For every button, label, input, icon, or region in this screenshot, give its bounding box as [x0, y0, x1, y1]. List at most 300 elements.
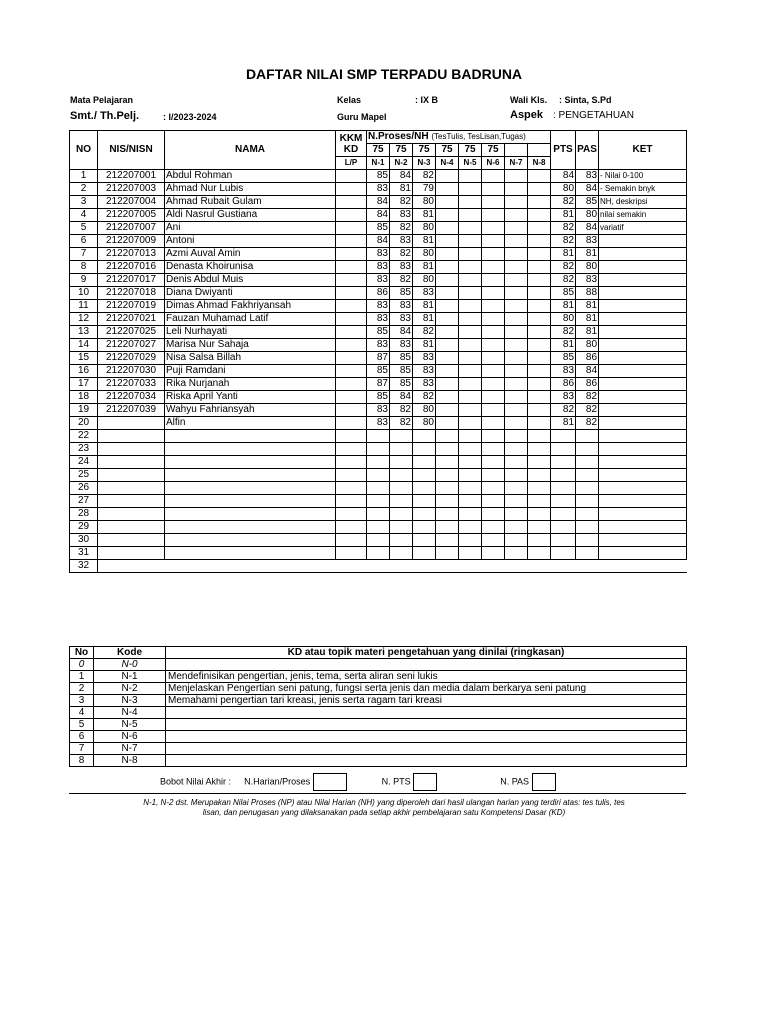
- row-nis: [98, 443, 165, 456]
- table-row: [70, 313, 687, 326]
- row-n-value: [367, 443, 390, 456]
- table-row: [70, 287, 687, 300]
- row-nama: Rika Nurjanah: [165, 378, 336, 391]
- row-lp: [336, 534, 367, 547]
- row-n-value: 85: [390, 352, 413, 365]
- row-n-value: [482, 300, 505, 313]
- row-n-value: [459, 534, 482, 547]
- row-pts: 81: [551, 209, 576, 222]
- kd-row-kode: N-0: [94, 659, 166, 671]
- row-lp: [336, 248, 367, 261]
- kd-row-kode: N-1: [94, 671, 166, 683]
- footnote-divider: [69, 793, 686, 794]
- row-n-value: [436, 365, 459, 378]
- row-pts: 82: [551, 235, 576, 248]
- row-n-value: [367, 469, 390, 482]
- row-n-value: [436, 469, 459, 482]
- row-n-value: [436, 326, 459, 339]
- row-n-value: [505, 235, 528, 248]
- row-n-value: [482, 430, 505, 443]
- kd-row: [70, 671, 687, 683]
- row-ket: [599, 404, 687, 417]
- n-col-header: N-3: [413, 157, 436, 170]
- table-row: [70, 300, 687, 313]
- row-n-value: [436, 378, 459, 391]
- table-row: [70, 274, 687, 287]
- kd-row-kode: N-7: [94, 743, 166, 755]
- row-lp: [336, 495, 367, 508]
- row-pas: 82: [576, 391, 599, 404]
- row-n-value: 83: [413, 352, 436, 365]
- row-n-value: 81: [413, 261, 436, 274]
- col-no-header: NO: [70, 131, 98, 170]
- row-pts: [551, 443, 576, 456]
- row-n-value: [436, 235, 459, 248]
- grades-table: [69, 130, 687, 573]
- smt-value: : I/2023-2024: [163, 112, 217, 122]
- kd-row: [70, 731, 687, 743]
- row-no: 19: [70, 404, 98, 417]
- row-no: 29: [70, 521, 98, 534]
- row-lp: [336, 365, 367, 378]
- row-pas: 84: [576, 365, 599, 378]
- row-nis: 212207013: [98, 248, 165, 261]
- kd-row-no: 5: [70, 719, 94, 731]
- row-n-value: [436, 534, 459, 547]
- row-n-value: [482, 495, 505, 508]
- row-nama: Dimas Ahmad Fakhriyansah: [165, 300, 336, 313]
- row-pts: [551, 456, 576, 469]
- row-n-value: [528, 222, 551, 235]
- row-n-value: [505, 443, 528, 456]
- row-n-value: [390, 456, 413, 469]
- aspek-value: : PENGETAHUAN: [553, 110, 634, 121]
- row-no: 12: [70, 313, 98, 326]
- row-nis: 212207039: [98, 404, 165, 417]
- row-n-value: 85: [367, 326, 390, 339]
- row-no: 17: [70, 378, 98, 391]
- row-lp: [336, 209, 367, 222]
- row-n-value: [367, 508, 390, 521]
- kd-row: [70, 707, 687, 719]
- row-lp: [336, 261, 367, 274]
- row-pts: 83: [551, 391, 576, 404]
- row-lp: [336, 222, 367, 235]
- row-n-value: [436, 287, 459, 300]
- table-row: [70, 196, 687, 209]
- row-n-value: [367, 521, 390, 534]
- row-n-value: 80: [413, 222, 436, 235]
- row-pas: [576, 456, 599, 469]
- row-lp: [336, 469, 367, 482]
- row-pts: [551, 508, 576, 521]
- kkm-kd-header: [336, 131, 367, 157]
- kkm-value: 75: [367, 144, 390, 157]
- row-n-value: [528, 365, 551, 378]
- row-pas: 83: [576, 274, 599, 287]
- row-n-value: [482, 365, 505, 378]
- row-n-value: [528, 430, 551, 443]
- n-col-header: N-4: [436, 157, 459, 170]
- row-n-value: [482, 339, 505, 352]
- row-pas: [576, 495, 599, 508]
- row-n-value: 82: [390, 404, 413, 417]
- row-n-value: [367, 482, 390, 495]
- row-no: 10: [70, 287, 98, 300]
- row-ket: [599, 365, 687, 378]
- kd-row-desc: [166, 755, 687, 767]
- kd-row: [70, 755, 687, 767]
- row-n-value: [436, 417, 459, 430]
- row-n-value: 85: [367, 391, 390, 404]
- bobot-pts-input[interactable]: [413, 773, 437, 791]
- row-pts: 82: [551, 404, 576, 417]
- row-n-value: [528, 326, 551, 339]
- row-ket: [599, 352, 687, 365]
- row-n-value: [528, 170, 551, 183]
- row-lp: [336, 235, 367, 248]
- row-n-value: [459, 313, 482, 326]
- wali-value: : Sinta, S.Pd: [559, 95, 612, 105]
- row-n-value: [505, 274, 528, 287]
- proses-label: N.Proses/NH: [368, 131, 429, 142]
- col-ket-header: KET: [599, 131, 687, 170]
- bobot-pts-label: N. PTS: [381, 776, 411, 787]
- row-ket: [599, 248, 687, 261]
- row-n-value: 82: [390, 196, 413, 209]
- row-n-value: [482, 248, 505, 261]
- row-n-value: 83: [367, 261, 390, 274]
- row-n-value: [436, 222, 459, 235]
- row-n-value: [528, 313, 551, 326]
- row-n-value: [528, 495, 551, 508]
- kd-row-desc: Mendefinisikan pengertian, jenis, tema, serta aliran seni lukis: [166, 671, 687, 683]
- row-n-value: [459, 209, 482, 222]
- row-lp: [336, 196, 367, 209]
- row-lp: [336, 547, 367, 560]
- row-pas: [576, 547, 599, 560]
- row-n-value: [528, 183, 551, 196]
- row-pts: 81: [551, 339, 576, 352]
- kelas-value: : IX B: [415, 95, 439, 105]
- row-n-value: [505, 430, 528, 443]
- row-no: 4: [70, 209, 98, 222]
- row-n-value: 86: [367, 287, 390, 300]
- row-pas: 80: [576, 209, 599, 222]
- row-n-value: [505, 352, 528, 365]
- kd-desc-header: KD atau topik materi pengetahuan yang dinilai (ringkasan): [166, 647, 687, 659]
- row-n-value: [505, 222, 528, 235]
- row-n-value: [505, 287, 528, 300]
- row-pas: 81: [576, 326, 599, 339]
- bobot-pas-label: N. PAS: [500, 776, 530, 787]
- kd-row-desc: [166, 743, 687, 755]
- row-ket: [599, 274, 687, 287]
- row-n-value: [528, 508, 551, 521]
- row-n-value: [459, 365, 482, 378]
- row-n-value: [528, 443, 551, 456]
- row-n-value: 83: [367, 339, 390, 352]
- table-row: [70, 352, 687, 365]
- row-pts: 82: [551, 196, 576, 209]
- row-ket: [599, 521, 687, 534]
- row-ket: [599, 313, 687, 326]
- row-n-value: [436, 391, 459, 404]
- row-n-value: [390, 430, 413, 443]
- table-row: [70, 547, 687, 560]
- row-nis: 212207007: [98, 222, 165, 235]
- row-nama: Fauzan Muhamad Latif: [165, 313, 336, 326]
- row-pas: [576, 508, 599, 521]
- row-n-value: [482, 482, 505, 495]
- row-n-value: 83: [390, 300, 413, 313]
- n-col-header: N-8: [528, 157, 551, 170]
- row-nama: Wahyu Fahriansyah: [165, 404, 336, 417]
- row-n-value: [482, 274, 505, 287]
- row-nis: 212207033: [98, 378, 165, 391]
- row-lp: [336, 508, 367, 521]
- row-nama: Aldi Nasrul Gustiana: [165, 209, 336, 222]
- table-row: [70, 443, 687, 456]
- row-n-value: [528, 196, 551, 209]
- row-pts: 80: [551, 183, 576, 196]
- kd-row-no: 4: [70, 707, 94, 719]
- kd-row-desc: [166, 707, 687, 719]
- row-lp: [336, 456, 367, 469]
- row-nis: [98, 495, 165, 508]
- row-n-value: 81: [413, 235, 436, 248]
- row-n-value: 83: [390, 235, 413, 248]
- table-row: [70, 482, 687, 495]
- row-n-value: [436, 339, 459, 352]
- row-n-value: [413, 521, 436, 534]
- row-nama: [165, 482, 336, 495]
- row-nama: Nisa Salsa Billah: [165, 352, 336, 365]
- row-nama: Azmi Auval Amin: [165, 248, 336, 261]
- row-pas: [576, 430, 599, 443]
- row-n-value: [390, 534, 413, 547]
- row-n-value: [436, 404, 459, 417]
- row-n-value: [459, 287, 482, 300]
- row-n-value: [528, 469, 551, 482]
- row-ket: [599, 443, 687, 456]
- row-n-value: [367, 456, 390, 469]
- row-ket: [599, 261, 687, 274]
- row-nama: [165, 456, 336, 469]
- row-n-value: [528, 547, 551, 560]
- kd-row-no: 8: [70, 755, 94, 767]
- row-pas: 82: [576, 404, 599, 417]
- row-n-value: [482, 508, 505, 521]
- row-no: 18: [70, 391, 98, 404]
- row-lp: [336, 339, 367, 352]
- row-lp: [336, 274, 367, 287]
- row-n-value: 83: [390, 313, 413, 326]
- row-lp: [336, 300, 367, 313]
- row-n-value: [390, 547, 413, 560]
- row-n-value: [505, 391, 528, 404]
- kd-row-desc: [166, 731, 687, 743]
- row-n-value: [482, 469, 505, 482]
- table-row: [70, 391, 687, 404]
- kkm-value: 75: [459, 144, 482, 157]
- row-pts: 82: [551, 274, 576, 287]
- row-n-value: [482, 326, 505, 339]
- row-n-value: [482, 378, 505, 391]
- kd-row-kode: N-4: [94, 707, 166, 719]
- col-pas-header: PAS: [576, 131, 599, 170]
- row-nama: [165, 521, 336, 534]
- kkm-value: [505, 144, 528, 157]
- footnote-line-2: lisan, dan penugasan yang dilaksanakan pada setiap akhir pembelajaran satu Kompetensi Dasar (KD): [202, 808, 566, 817]
- row-nis: [98, 482, 165, 495]
- row-n-value: [482, 417, 505, 430]
- row-n-value: 84: [367, 235, 390, 248]
- row-n-value: [436, 443, 459, 456]
- row-pas: 80: [576, 339, 599, 352]
- row-n-value: [459, 547, 482, 560]
- row-pts: [551, 547, 576, 560]
- row-n-value: 83: [367, 248, 390, 261]
- row-n-value: [528, 391, 551, 404]
- col-nama-header: NAMA: [165, 131, 336, 170]
- kkm-value: 75: [482, 144, 505, 157]
- row-no: 16: [70, 365, 98, 378]
- row-ket: [599, 456, 687, 469]
- kkm-value: [528, 144, 551, 157]
- row-n-value: [528, 534, 551, 547]
- row-n-value: 87: [367, 378, 390, 391]
- row-no: 14: [70, 339, 98, 352]
- row-pas: [576, 534, 599, 547]
- row-no: 15: [70, 352, 98, 365]
- row-n-value: 82: [390, 274, 413, 287]
- row-nama: Denis Abdul Muis: [165, 274, 336, 287]
- kd-row-desc: [166, 719, 687, 731]
- row-n-value: 87: [367, 352, 390, 365]
- row-ket: [599, 469, 687, 482]
- row-n-value: 82: [390, 248, 413, 261]
- row-n-value: [436, 209, 459, 222]
- row-pas: 86: [576, 352, 599, 365]
- row-ket: nilai semakin: [599, 209, 687, 222]
- row-n-value: 81: [413, 300, 436, 313]
- row-n-value: [390, 482, 413, 495]
- row-ket: - Semakin bnyk: [599, 183, 687, 196]
- kd-row-kode: N-2: [94, 683, 166, 695]
- n-col-header: N-7: [505, 157, 528, 170]
- row-filler: [98, 560, 687, 573]
- row-n-value: [390, 508, 413, 521]
- row-lp: [336, 183, 367, 196]
- row-n-value: 83: [390, 209, 413, 222]
- row-nis: 212207005: [98, 209, 165, 222]
- row-n-value: [459, 300, 482, 313]
- row-no: 23: [70, 443, 98, 456]
- row-ket: variatif: [599, 222, 687, 235]
- row-no: 20: [70, 417, 98, 430]
- row-lp: [336, 170, 367, 183]
- row-n-value: [459, 482, 482, 495]
- table-row: [70, 170, 687, 183]
- row-ket: [599, 534, 687, 547]
- mapel-label: Mata Pelajaran: [70, 95, 134, 105]
- row-lp: [336, 378, 367, 391]
- row-n-value: [482, 313, 505, 326]
- kd-kode-header: Kode: [94, 647, 166, 659]
- table-row: [70, 235, 687, 248]
- row-n-value: [505, 209, 528, 222]
- row-n-value: [505, 170, 528, 183]
- guru-label: Guru Mapel: [337, 112, 387, 122]
- row-n-value: [482, 391, 505, 404]
- row-nis: 212207034: [98, 391, 165, 404]
- row-n-value: [436, 521, 459, 534]
- kd-row-desc: Memahami pengertian tari kreasi, jenis serta ragam tari kreasi: [166, 695, 687, 707]
- bobot-pas-input[interactable]: [532, 773, 556, 791]
- row-n-value: 80: [413, 196, 436, 209]
- row-n-value: 80: [413, 417, 436, 430]
- row-pas: 88: [576, 287, 599, 300]
- row-n-value: [459, 391, 482, 404]
- table-row-last: [70, 560, 687, 573]
- kd-row: [70, 683, 687, 695]
- row-pas: 83: [576, 235, 599, 248]
- row-n-value: [436, 183, 459, 196]
- row-n-value: [367, 430, 390, 443]
- row-n-value: [436, 508, 459, 521]
- row-n-value: [459, 352, 482, 365]
- row-nama: [165, 534, 336, 547]
- kd-row: [70, 719, 687, 731]
- table-row: [70, 261, 687, 274]
- row-pts: 80: [551, 313, 576, 326]
- row-ket: [599, 339, 687, 352]
- row-n-value: [505, 326, 528, 339]
- table-row: [70, 495, 687, 508]
- row-n-value: [482, 521, 505, 534]
- row-no: 5: [70, 222, 98, 235]
- row-lp: [336, 391, 367, 404]
- row-no: 13: [70, 326, 98, 339]
- row-no: 8: [70, 261, 98, 274]
- row-nis: 212207016: [98, 261, 165, 274]
- bobot-harian-input[interactable]: [313, 773, 347, 791]
- row-nama: [165, 469, 336, 482]
- row-n-value: [528, 378, 551, 391]
- row-n-value: [528, 300, 551, 313]
- row-n-value: [413, 456, 436, 469]
- row-n-value: [459, 274, 482, 287]
- row-n-value: 81: [413, 313, 436, 326]
- row-n-value: [459, 443, 482, 456]
- row-n-value: [482, 209, 505, 222]
- row-n-value: 85: [390, 378, 413, 391]
- row-n-value: 83: [367, 417, 390, 430]
- row-nama: Ani: [165, 222, 336, 235]
- row-n-value: [505, 417, 528, 430]
- row-n-value: [482, 170, 505, 183]
- row-n-value: [413, 469, 436, 482]
- row-pts: 82: [551, 326, 576, 339]
- row-n-value: 84: [390, 170, 413, 183]
- row-n-value: [436, 313, 459, 326]
- row-n-value: 83: [390, 261, 413, 274]
- row-n-value: [482, 183, 505, 196]
- row-n-value: [413, 495, 436, 508]
- table-row: [70, 404, 687, 417]
- table-row: [70, 417, 687, 430]
